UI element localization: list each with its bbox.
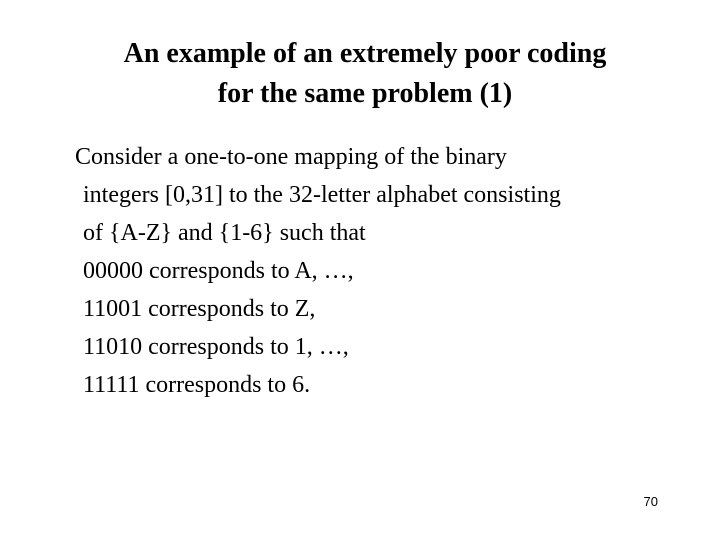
slide-title-line: for the same problem (1)	[217, 78, 513, 109]
body-line: Consider a one-to-one mapping of the binary	[75, 144, 507, 170]
slide-body	[75, 138, 695, 404]
body-line: of {A-Z} and {1-6} such that	[83, 220, 366, 246]
body-line: 00000 corresponds to A, …,	[83, 258, 354, 284]
slide-title	[60, 34, 670, 114]
page-number: 70	[643, 494, 658, 509]
body-line: 11010 corresponds to 1, …,	[83, 334, 349, 360]
body-line: 11001 corresponds to Z,	[83, 296, 316, 322]
slide-title-line: An example of an extremely poor coding	[123, 38, 607, 69]
body-line: 11111 corresponds to 6.	[83, 372, 311, 398]
body-line: integers [0,31] to the 32-letter alphabet consisting	[83, 182, 561, 208]
